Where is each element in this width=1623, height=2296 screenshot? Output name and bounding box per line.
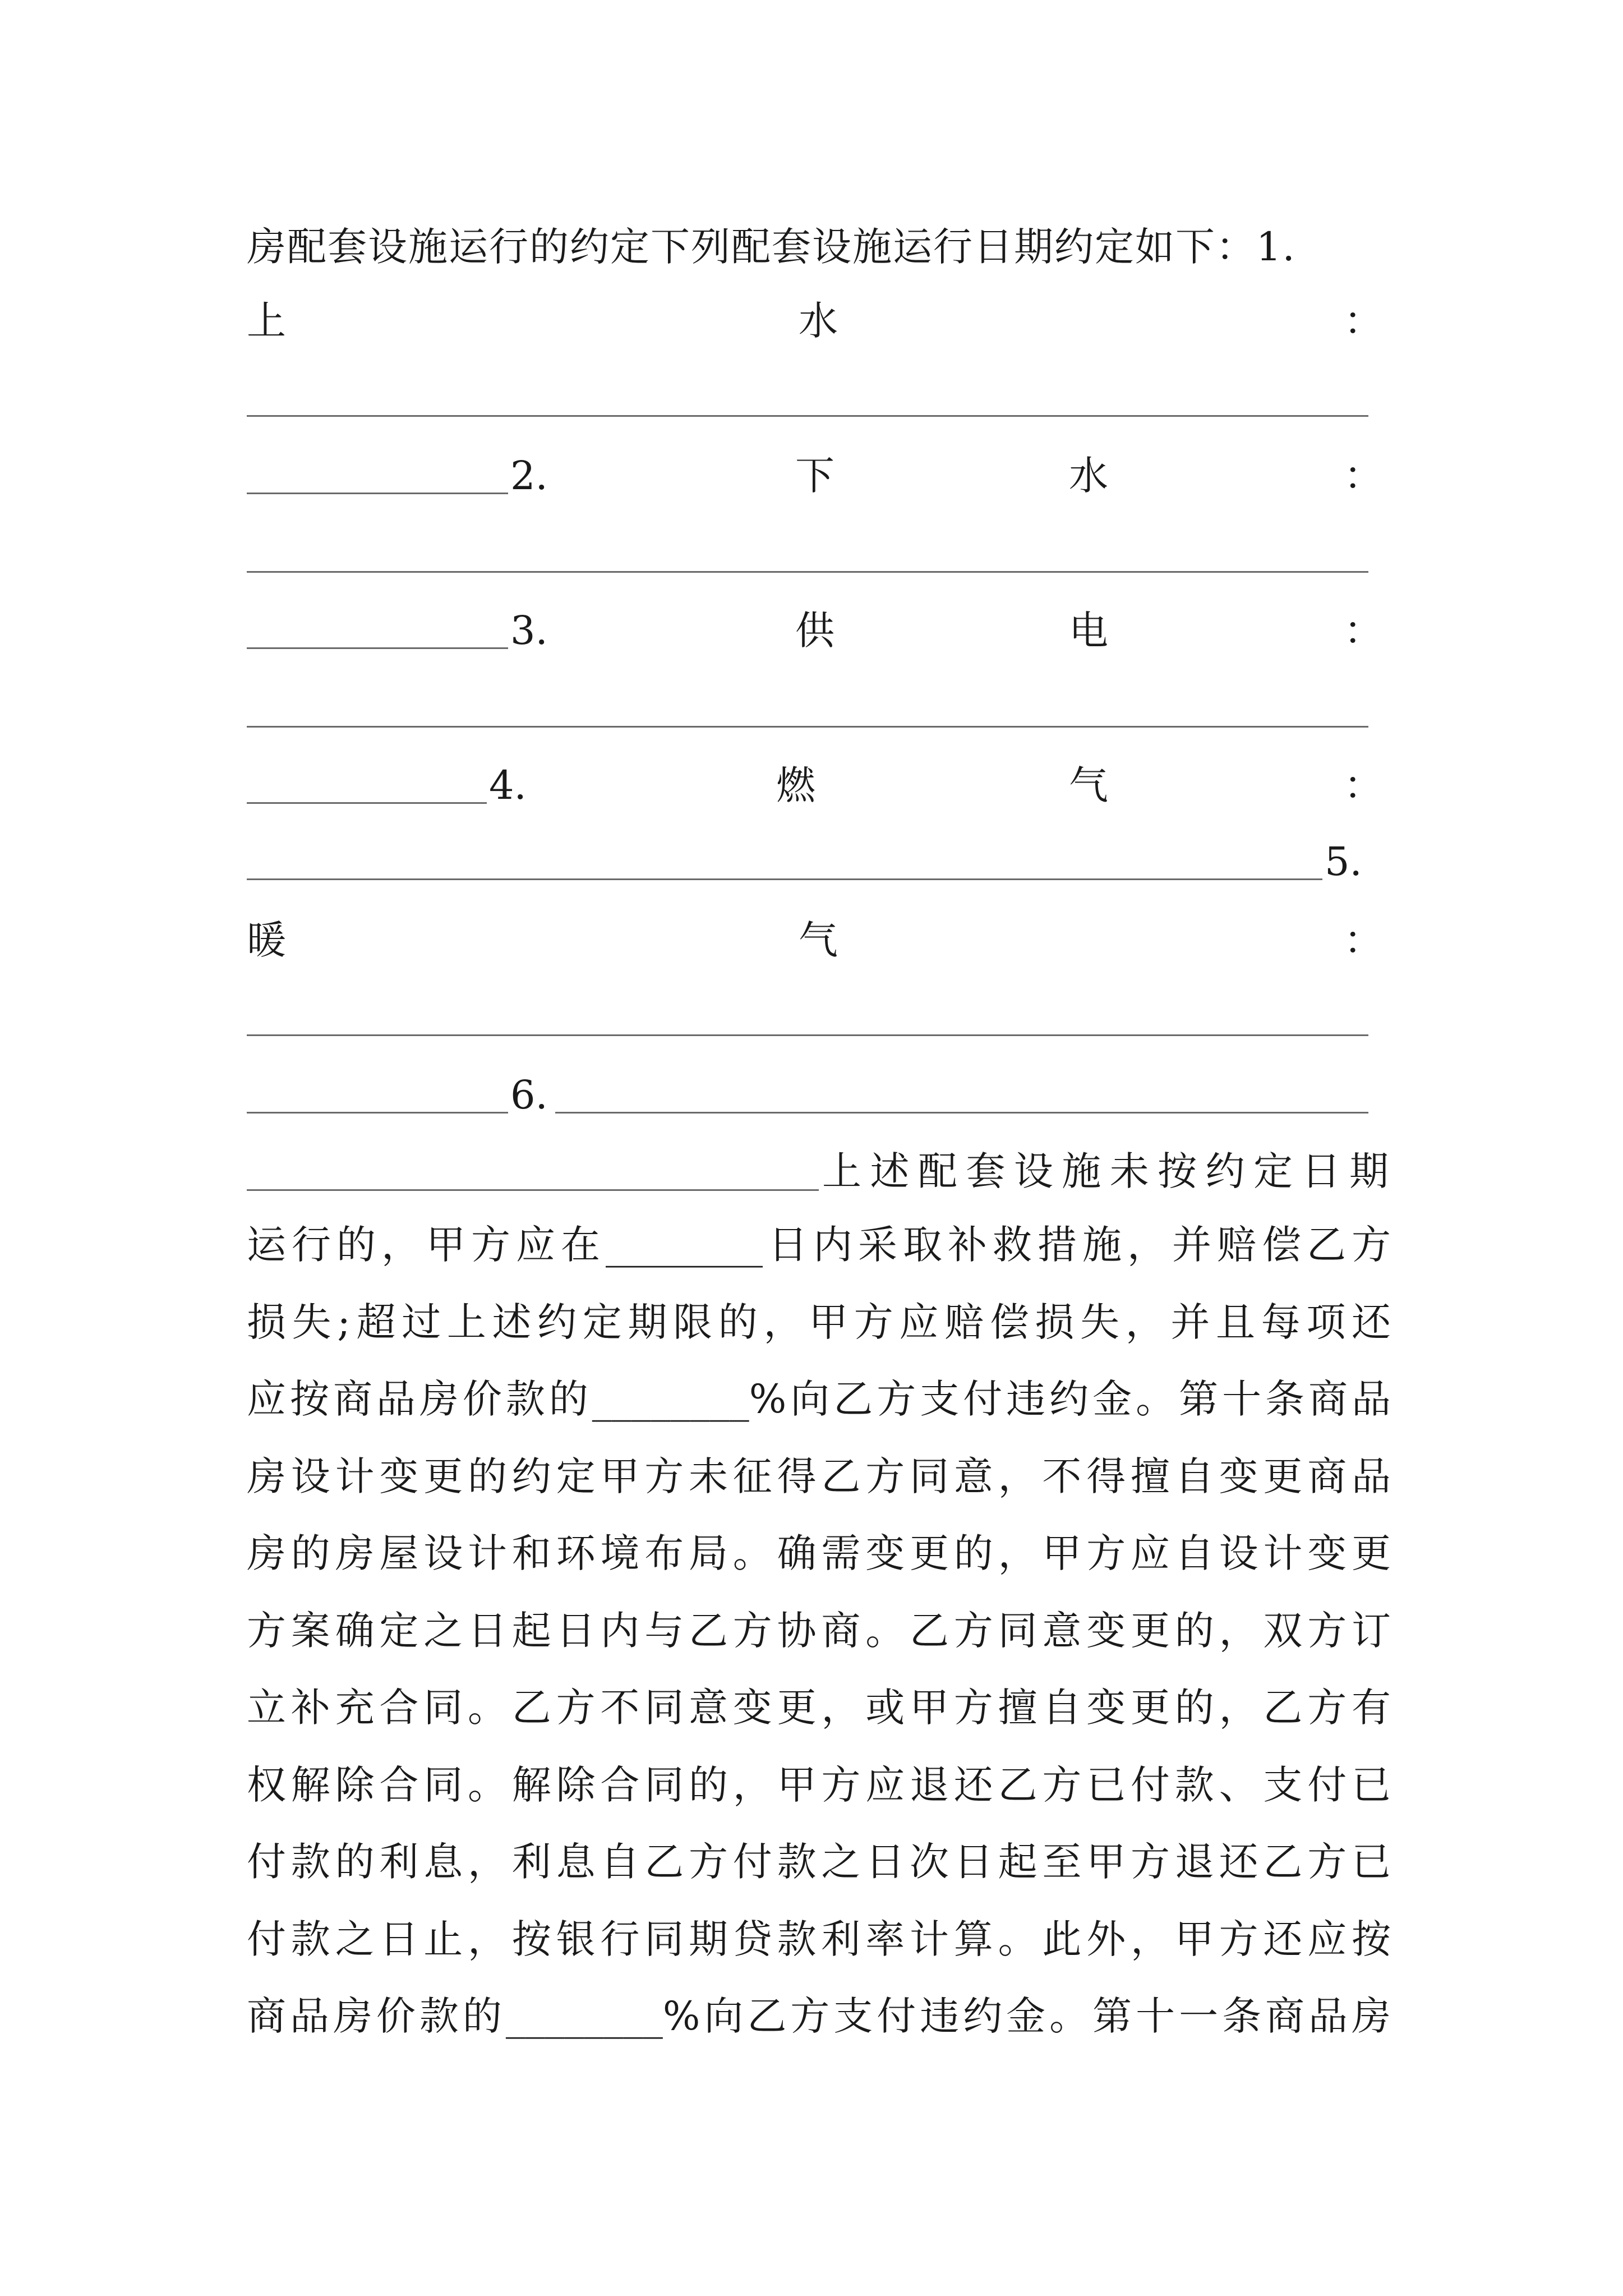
body-row-3: 应按商品房价款的________%向乙方支付违约金。第十条商品 [247, 1376, 1391, 1422]
body-row-9: 付款的利息，利息自乙方付款之日次日起至甲方退还乙方已 [247, 1839, 1391, 1885]
item-6-number: 6. [510, 1072, 548, 1118]
item-2-label-a: 下 [795, 453, 834, 499]
body-row-6: 方案确定之日起日内与乙方协商。乙方同意变更的，双方订 [247, 1607, 1391, 1654]
item-2-number: 2. [510, 453, 548, 499]
blank-line [247, 571, 1368, 573]
blank-line [247, 802, 487, 804]
item-4-colon: ： [1344, 762, 1383, 808]
heating-label-b: 气 [799, 917, 838, 963]
blank-line [247, 493, 508, 494]
body-row-0: 上述配套设施未按约定日期 [822, 1148, 1389, 1194]
body-row-1: 运行的，甲方应在________日内采取补救措施，并赔偿乙方 [247, 1222, 1391, 1268]
item-5-number: 5. [1325, 839, 1362, 885]
water-supply-label-b: 水 [799, 298, 838, 344]
body-row-2: 损失;超过上述约定期限的，甲方应赔偿损失，并且每项还 [247, 1299, 1391, 1345]
blank-line [247, 1034, 1368, 1036]
body-row-7: 立补充合同。乙方不同意变更，或甲方擅自变更的，乙方有 [247, 1685, 1391, 1731]
blank-line [247, 1112, 508, 1114]
blank-line [247, 1189, 819, 1191]
item-4-label-b: 气 [1069, 762, 1108, 808]
item-3-colon: ： [1344, 608, 1383, 654]
water-supply-label-a: 上 [247, 298, 286, 344]
body-row-5: 房的房屋设计和环境布局。确需变更的，甲方应自设计变更 [247, 1530, 1391, 1576]
water-supply-colon: ： [1344, 298, 1383, 344]
blank-line [247, 415, 1368, 417]
heating-colon: ： [1344, 917, 1383, 963]
heating-label-a: 暖 [247, 917, 286, 963]
blank-line [555, 1112, 1368, 1114]
item-3-label-a: 供 [795, 608, 834, 654]
blank-line [247, 647, 508, 649]
item-2-label-b: 水 [1069, 453, 1108, 499]
item-2-colon: ： [1344, 453, 1383, 499]
body-row-11: 商品房价款的________%向乙方支付违约金。第十一条商品房 [247, 1993, 1391, 2039]
intro-line: 房配套设施运行的约定下列配套设施运行日期约定如下：1. [247, 224, 1296, 270]
item-4-number: 4. [489, 762, 527, 808]
blank-line [247, 726, 1368, 728]
body-row-4: 房设计变更的约定甲方未征得乙方同意，不得擅自变更商品 [247, 1453, 1391, 1499]
item-3-number: 3. [510, 608, 548, 654]
body-paragraph [247, 1207, 1391, 2055]
item-4-label-a: 燃 [776, 762, 815, 808]
body-row-8: 权解除合同。解除合同的，甲方应退还乙方已付款、支付已 [247, 1761, 1391, 1808]
body-row-10: 付款之日止，按银行同期贷款利率计算。此外，甲方还应按 [247, 1916, 1391, 1962]
blank-line [247, 878, 1322, 880]
item-3-label-b: 电 [1069, 608, 1108, 654]
